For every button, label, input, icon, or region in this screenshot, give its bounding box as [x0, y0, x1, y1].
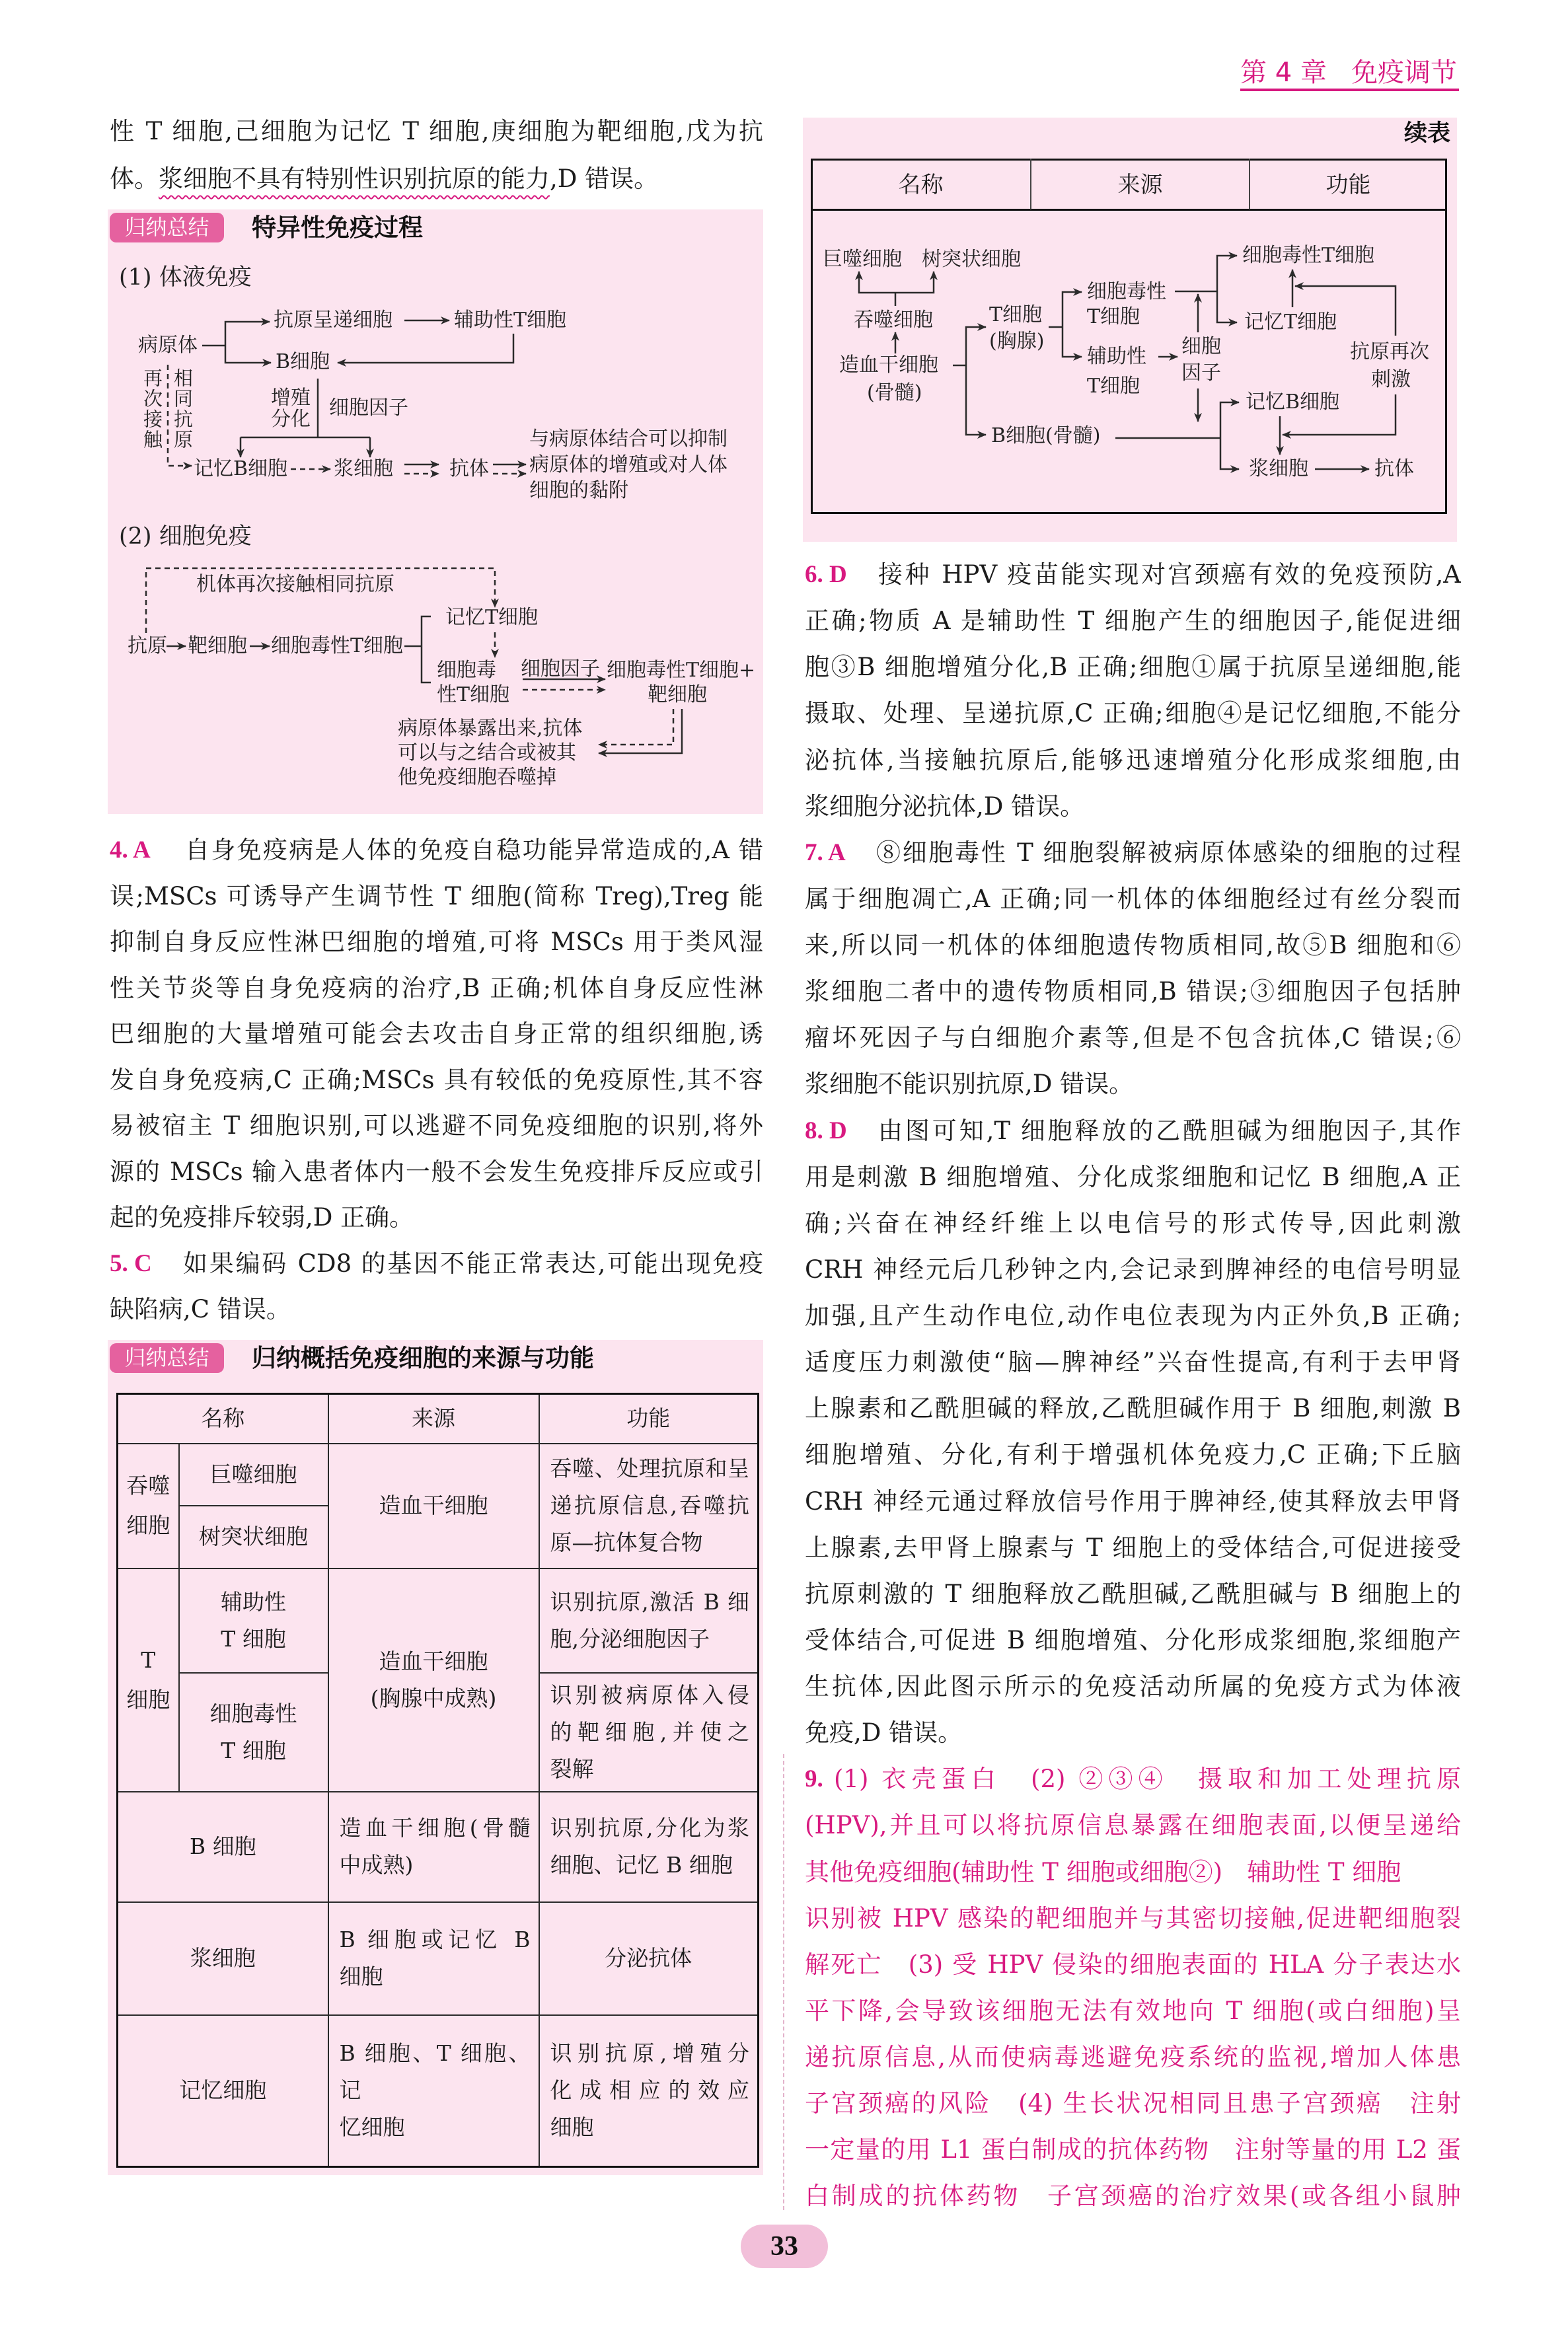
- answer-label: 9.: [805, 1765, 823, 1793]
- node-t-cell-site: (胸腺): [989, 330, 1045, 353]
- answer-line: 一定量的用 L1 蛋白制成的抗体药物 注射等量的用 L2 蛋: [805, 2135, 1461, 2164]
- cell-line: T 细胞: [221, 1625, 286, 1652]
- intro-paragraph: [110, 108, 763, 203]
- node-restimulation: 刺激: [1371, 368, 1411, 391]
- answer-line: 泌抗体,当接触抗原后,能够迅速增殖分化形成浆细胞,由: [805, 745, 1461, 774]
- answer-line: 缺陷病,C 错误。: [110, 1295, 291, 1323]
- answer-text: 自身免疫病是人体的免疫自稳功能异常造成的,A 错: [185, 836, 763, 864]
- answer-line: 误;MSCs 可诱导产生调节性 T 细胞(简称 Treg),Treg 能: [110, 881, 763, 910]
- group-label: T: [141, 1646, 156, 1673]
- node-restimulation: 抗原再次: [1350, 340, 1429, 363]
- th-name: 名称: [118, 1394, 328, 1444]
- node-stem-cell: 造血干细胞: [839, 353, 938, 377]
- cell-line: B 细胞或记忆 B: [339, 1927, 531, 1952]
- node-cytokine: 因子: [1181, 361, 1221, 385]
- answer-line: (HPV),并且可以将抗原信息暴露在细胞表面,以便呈递给: [805, 1811, 1461, 1840]
- outcome-line: 他免疫细胞吞噬掉: [398, 766, 556, 789]
- cell-dendritic: 树突状细胞: [179, 1506, 328, 1568]
- intro-line: 性 T 细胞,己细胞为记忆 T 细胞,庚细胞为靶细胞,戊为抗: [110, 117, 763, 145]
- chapter-number: 第 4 章: [1240, 57, 1327, 88]
- answer-line: [805, 552, 1461, 598]
- answer-line: CRH 神经元后几秒钟之内,会记录到脾神经的电信号明显: [805, 1255, 1461, 1284]
- outcome-line: 病原体暴露出来,抗体: [398, 717, 583, 740]
- answer-label: 8. D: [805, 1117, 847, 1144]
- summary-badge: 归纳总结: [110, 1343, 224, 1373]
- node-complex-target: 靶细胞: [648, 683, 707, 706]
- emphasis-text: 浆细胞不具有特别性识别抗原的能力: [159, 165, 550, 193]
- cell-line: 细胞毒性: [209, 1700, 297, 1726]
- label-re-contact-antigen: 机体再次接触相同抗原: [196, 573, 394, 596]
- cell-line: 辅助性: [221, 1588, 286, 1615]
- source-memory: [328, 2015, 539, 2167]
- intro-text: ,D 错误。: [550, 165, 659, 193]
- label-same-antigen: 相同抗原: [171, 368, 194, 450]
- answer-line: 适度压力刺激使“脑—脾神经”兴奋性提高,有利于去甲肾: [805, 1348, 1461, 1377]
- answer-line: 生抗体,因此图示所示的免疫活动所属的免疫方式为体液: [805, 1672, 1461, 1701]
- cell-line: 原—抗体复合物: [550, 1530, 703, 1555]
- answer-text: 如果编码 CD8 的基因不能正常表达,可能出现免疫: [183, 1249, 763, 1278]
- answer-line: [110, 1241, 763, 1287]
- answer-text: ⑧细胞毒性 T 细胞裂解被病原体感染的细胞的过程: [876, 838, 1461, 867]
- answer-line: 子宫颈癌的风险 (4) 生长状况相同且患子宫颈癌 注射: [805, 2089, 1461, 2118]
- cell-line: (胸腺中成熟): [370, 1685, 497, 1711]
- answer-line: 抗原刺激的 T 细胞释放乙酰胆碱,乙酰胆碱与 B 细胞上的: [805, 1579, 1461, 1608]
- node-memory-t: 记忆T细胞: [1244, 311, 1337, 334]
- node-antibody: 抗体: [449, 457, 489, 480]
- answer-line: 免疫,D 错误。: [805, 1718, 963, 1748]
- answer-line: 来,所以同一机体的体细胞遗传物质相同,故⑤B 细胞和⑥: [805, 931, 1461, 959]
- answer-line: 用是刺激 B 细胞增殖、分化成浆细胞和记忆 B 细胞,A 正: [805, 1162, 1461, 1191]
- node-macrophage: 巨噬细胞: [823, 248, 902, 271]
- function-phagocytes: [539, 1444, 759, 1568]
- cell-macrophage: 巨噬细胞: [179, 1444, 328, 1506]
- th-source: 来源: [1117, 172, 1163, 198]
- answer-line: 胞③B 细胞增殖分化,B 正确;细胞①属于抗原呈递细胞,能: [805, 653, 1461, 682]
- answer-line: 易被宿主 T 细胞识别,可以逃避不同免疫细胞的识别,将外: [110, 1111, 763, 1140]
- cell-line: 裂解: [550, 1755, 594, 1782]
- function-memory: [539, 2015, 759, 2167]
- cell-plasma: 浆细胞: [118, 1902, 328, 2015]
- th-name: 名称: [898, 172, 944, 198]
- cell-cytotoxic-t: [179, 1673, 328, 1792]
- node-antigen: 抗原: [128, 634, 167, 657]
- cell-line: 细胞: [339, 1964, 383, 1989]
- answer-line: CRH 神经元通过释放信号作用于脾神经,使其释放去甲肾: [805, 1487, 1461, 1516]
- label-re-contact: 再次接触: [141, 368, 163, 450]
- answer-line: 发自身免疫病,C 正确;MSCs 具有较低的免疫原性,其不容: [110, 1065, 763, 1094]
- answer-line: 源的 MSCs 输入患者体内一般不会发生免疫排斥反应或引: [110, 1157, 763, 1186]
- outcome-line: 病原体的增殖或对人体: [529, 453, 728, 476]
- answer-line: 白制成的抗体药物 子宫颈癌的治疗效果(或各组小鼠肿: [805, 2182, 1461, 2211]
- table-header-divider: [811, 209, 1447, 211]
- group-label: 吞噬: [126, 1473, 170, 1498]
- node-stem-cell-site: (骨髓): [867, 381, 922, 404]
- source-t-cells: [328, 1568, 539, 1792]
- intro-text: 体。: [110, 165, 159, 193]
- answer-line: 确;兴奋在神经纤维上以电信号的形式传导,因此刺激: [805, 1208, 1461, 1237]
- cell-line: 化成相应的效应: [550, 2077, 749, 2104]
- function-plasma: 分泌抗体: [539, 1902, 759, 2015]
- cell-line: 的靶细胞,并使之: [550, 1718, 749, 1745]
- outcome-line: 细胞的黏附: [529, 479, 628, 502]
- node-memory-b: 记忆B细胞: [1246, 390, 1340, 414]
- node-dendritic: 树突状细胞: [922, 248, 1021, 271]
- cell-helper-t: [179, 1568, 328, 1673]
- answer-9: [805, 1756, 1461, 2219]
- continued-label: 续表: [1403, 120, 1450, 147]
- answer-line: 巴细胞的大量增殖可能会去攻击自身正常的组织细胞,诱: [110, 1019, 763, 1048]
- node-memory-t: 记忆T细胞: [445, 606, 539, 629]
- answer-line: 摄取、处理、呈递抗原,C 正确;细胞④是记忆细胞,不能分: [805, 699, 1461, 728]
- answer-line: [110, 827, 763, 873]
- table-header-row: [118, 1394, 759, 1444]
- answer-label: 6. D: [805, 561, 847, 588]
- node-helper-t: 辅助性T细胞: [454, 309, 567, 332]
- th-source: 来源: [328, 1394, 539, 1444]
- table-row: [118, 1568, 759, 1673]
- node-complex: 细胞毒性T细胞+: [607, 659, 756, 682]
- group-label: 细胞: [126, 1512, 170, 1538]
- node-helper: 辅助性: [1087, 345, 1146, 368]
- group-phagocytes: [118, 1444, 179, 1568]
- label-proliferate: 增殖: [271, 387, 311, 410]
- column-divider-dashed: [783, 1754, 784, 2210]
- answer-line: 上腺素和乙酰胆碱的释放,乙酰胆碱作用于 B 细胞,刺激 B: [805, 1394, 1461, 1423]
- th-function: 功能: [539, 1394, 759, 1444]
- node-apc: 抗原呈递细胞: [274, 309, 392, 332]
- cell-line: 识别抗原,激活 B 细: [550, 1588, 749, 1615]
- answer-line: 属于细胞凋亡,A 正确;同一机体的体细胞经过有丝分裂而: [805, 884, 1461, 913]
- page-number: 33: [741, 2225, 828, 2268]
- label-differentiate: 分化: [271, 408, 311, 431]
- header-underline: [1240, 89, 1459, 91]
- humoral-heading: (1) 体液免疫: [119, 264, 252, 291]
- answer-line: 平下降,会导致该细胞无法有效地向 T 细胞(或白细胞)呈: [805, 1996, 1461, 2025]
- function-cytotoxic-t: [539, 1673, 759, 1792]
- node-cytotoxic-t: 细胞毒性T细胞: [271, 634, 404, 657]
- node-b-cell: B细胞: [276, 350, 330, 373]
- answer-label: 7. A: [805, 838, 846, 866]
- answer-line: 解死亡 (3) 受 HPV 侵染的细胞表面的 HLA 分子表达水: [805, 1950, 1461, 1979]
- cell-line: 细胞、记忆 B 细胞: [550, 1852, 733, 1878]
- node-plasma: 浆细胞: [1249, 457, 1308, 480]
- group-label: 细胞: [126, 1686, 170, 1713]
- outcome-line: 与病原体结合可以抑制: [529, 427, 728, 451]
- answers-right: [805, 552, 1461, 2220]
- cell-line: 识别抗原,增殖分: [550, 2040, 749, 2067]
- summary-badge: 归纳总结: [110, 213, 224, 242]
- node-pathogen: 病原体: [138, 334, 198, 357]
- answer-5: [110, 1241, 763, 1333]
- outcome-line: 可以与之结合或被其: [398, 741, 576, 764]
- cell-line: 吞噬、处理抗原和呈: [550, 1456, 749, 1481]
- answer-line: 受体结合,可促进 B 细胞增殖、分化形成浆细胞,浆细胞产: [805, 1625, 1461, 1654]
- answer-line: 抑制自身反应性淋巴细胞的增殖,可将 MSCs 用于类风湿: [110, 928, 763, 956]
- node-plasma: 浆细胞: [334, 457, 393, 480]
- cell-line: 胞,分泌细胞因子: [550, 1625, 710, 1652]
- answer-line: [805, 830, 1461, 876]
- answer-line: 性关节炎等自身免疫病的治疗,B 正确;机体自身反应性淋: [110, 973, 763, 1002]
- answer-line: 正确;物质 A 是辅助性 T 细胞产生的细胞因子,能促进细: [805, 607, 1461, 636]
- answer-line: 瘤坏死因子与白细胞介素等,但是不包含抗体,C 错误;⑥: [805, 1023, 1461, 1052]
- cell-line: 造血干细胞: [379, 1648, 488, 1674]
- answer-line: [805, 1108, 1461, 1154]
- answer-line: 起的免疫排斥较弱,D 正确。: [110, 1203, 414, 1232]
- summary-title: 归纳概括免疫细胞的来源与功能: [252, 1344, 594, 1372]
- node-activated-t: 性T细胞: [437, 683, 510, 706]
- immune-cell-table: [116, 1393, 759, 2168]
- node-activated-t: 细胞毒: [437, 659, 496, 682]
- cell-line: T 细胞: [221, 1737, 286, 1763]
- table-row: [118, 1902, 759, 2015]
- label-cytokine: 细胞因子: [329, 396, 408, 420]
- cell-line: 造血干细胞(骨髓: [339, 1815, 531, 1841]
- answer-line: [805, 1756, 1461, 1802]
- cell-memory: 记忆细胞: [118, 2015, 328, 2167]
- chapter-title: 免疫调节: [1351, 57, 1457, 88]
- node-memory-b: 记忆B细胞: [194, 457, 288, 480]
- answer-label: 5. C: [110, 1249, 152, 1277]
- answer-line: 加强,且产生动作电位,动作电位表现为内正外负,B 正确;: [805, 1302, 1461, 1330]
- label-cytokine: 细胞因子: [521, 657, 600, 681]
- cell-line: 忆细胞: [339, 2114, 405, 2141]
- node-t-cell: T细胞: [989, 303, 1043, 326]
- answer-line: 上腺素,去甲肾上腺素与 T 细胞上的受体结合,可促进接受: [805, 1533, 1461, 1562]
- node-helper: T细胞: [1087, 375, 1140, 398]
- function-b: [539, 1792, 759, 1902]
- answer-line: 识别被 HPV 感染的靶细胞并与其密切接触,促进靶细胞裂: [805, 1903, 1461, 1933]
- answer-line: 细胞增殖、分化,有利于增强机体免疫力,C 正确;下丘脑: [805, 1440, 1461, 1469]
- answers-left: [110, 827, 763, 1333]
- cell-b: B 细胞: [118, 1792, 328, 1902]
- answer-8: [805, 1108, 1461, 1757]
- answer-line: 浆细胞分泌抗体,D 错误。: [805, 792, 1085, 821]
- node-cytotoxic: 细胞毒性: [1087, 280, 1166, 303]
- continued-table-frame: [811, 159, 1447, 514]
- cell-line: 识别抗原,分化为浆: [550, 1815, 749, 1841]
- summary-title: 特异性免疫过程: [252, 213, 423, 242]
- source-phagocytes: 造血干细胞: [328, 1444, 539, 1568]
- node-cytokine: 细胞: [1181, 335, 1221, 358]
- function-helper-t: [539, 1568, 759, 1673]
- cellular-heading: (2) 细胞免疫: [119, 523, 252, 550]
- source-b: [328, 1792, 539, 1902]
- answer-label: 4. A: [110, 836, 151, 864]
- cell-line: B 细胞、T 细胞、记: [339, 2040, 531, 2104]
- node-phagocyte: 吞噬细胞: [854, 309, 933, 332]
- answer-7: [805, 830, 1461, 1108]
- node-antibody: 抗体: [1374, 457, 1414, 480]
- cell-line: 递抗原信息,吞噬抗: [550, 1493, 749, 1518]
- answer-text: (1) 衣壳蛋白 (2) ②③④ 摄取和加工处理抗原: [834, 1765, 1461, 1794]
- answer-line: 递抗原信息,从而使病毒逃避免疫系统的监视,增加人体患: [805, 2043, 1461, 2071]
- answer-6: [805, 552, 1461, 830]
- answer-line: 浆细胞二者中的遗传物质相同,B 错误;③细胞因子包括肿: [805, 977, 1461, 1006]
- node-b-cell: B细胞(骨髓): [991, 424, 1101, 447]
- group-t-cells: [118, 1568, 179, 1792]
- node-cytotoxic: T细胞: [1087, 305, 1140, 328]
- answer-line: 浆细胞不能识别抗原,D 错误。: [805, 1070, 1134, 1099]
- table-row: [118, 1792, 759, 1902]
- intro-line: [110, 155, 763, 203]
- node-target-cell: 靶细胞: [188, 634, 247, 657]
- table-row: [118, 1444, 759, 1506]
- answer-4: [110, 827, 763, 1241]
- cell-line: 细胞: [550, 2114, 594, 2141]
- th-function: 功能: [1325, 172, 1371, 198]
- table-row: [118, 2015, 759, 2167]
- cell-line: 识别被病原体入侵: [550, 1681, 749, 1708]
- answer-line: 其他免疫细胞(辅助性 T 细胞或细胞②) 辅助性 T 细胞: [805, 1857, 1401, 1886]
- node-effector-cytotoxic: 细胞毒性T细胞: [1242, 244, 1375, 267]
- answer-text: 接种 HPV 疫苗能实现对宫颈癌有效的免疫预防,A: [878, 560, 1461, 589]
- source-plasma: [328, 1902, 539, 2015]
- cell-line: 中成熟): [339, 1852, 414, 1878]
- answer-text: 由图可知,T 细胞释放的乙酰胆碱为细胞因子,其作: [878, 1116, 1461, 1145]
